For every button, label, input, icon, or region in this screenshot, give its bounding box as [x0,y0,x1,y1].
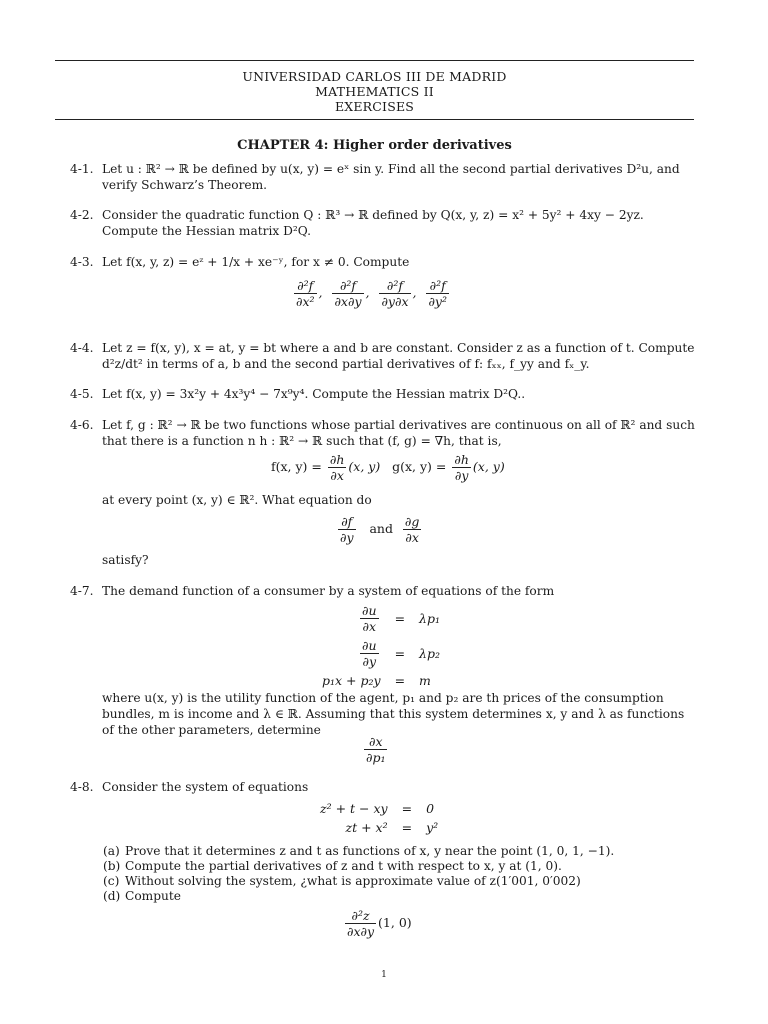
equation-row: z² + t − xy = 0 [320,801,435,816]
exercise-4-3 [70,254,695,270]
fraction: $\frac{\text{∂²f}}{\text{∂x²}}$ [296,278,315,309]
chapter-title: CHAPTER 4: Higher order derivatives [237,138,512,153]
fraction: $\frac{\partial g}{\partial x}$ [404,514,420,545]
fraction: $\frac{\partial f}{\partial y}$ [340,514,354,545]
exercise-4-7 [70,583,695,599]
equation-row: p₁x + p₂y = m [322,673,431,688]
ex7-target-derivative [362,734,389,765]
exercise-number: 4-2. [70,208,94,222]
equation-row: $\frac{\partial u}{\partial y}$ = λp₂ [362,638,440,669]
fraction: $\frac{\text{∂²f}}{\partial y\partial x}$ [381,278,409,309]
exercise-number: 4-6. [70,418,94,432]
equation-row: $\frac{\partial u}{\partial x}$ = λp₁ [362,603,440,634]
exercise-text: Let f(x, y) = 3x²y + 4x³y⁴ − 7x⁹y⁴. Compute the Hessian matrix D²Q.. [102,387,526,401]
subitem: (b) Compute the partial derivatives of z and t with respect to x, y at (1, 0). [103,859,562,873]
header-exercises: EXERCISES [334,99,415,114]
exercise-number: 4-4. [70,341,94,355]
exercise-4-8 [70,779,695,795]
ex6-gradient-equations: f(x, y) = $\frac{\partial h}{\partial x}$ (x, y) g(x, y) = $\frac{\partial h}{\partial y}$ (x, y) [271,452,505,483]
exercise-text: Let f(x, y, z) = eᶻ + 1/x + xe⁻ʸ, for x ≠ 0. Compute [102,255,410,269]
fraction: $\frac{\text{∂²z}}{\partial x\partial y}$ [347,908,375,939]
page-number: 1 [381,970,387,980]
fraction: $\frac{\partial h}{\partial y}$ [454,452,469,483]
fraction: $\frac{\partial h}{\partial x}$ [329,452,345,483]
exercise-4-1 [70,161,695,193]
subitem: (d) Compute [103,889,181,903]
ex8-equation-system [312,798,446,838]
exercise-text: Consider the quadratic function Q : ℝ³ → ℝ defined by Q(x, y, z) = x² + 5y² + 4xy − 2yz. Compute the Hessian matrix D²Q. [102,208,644,238]
header-university: UNIVERSIDAD CARLOS III DE MADRID [242,69,507,84]
header-course: MATHEMATICS II [315,84,434,99]
ex6-satisfy: satisfy? [102,553,149,567]
exercise-text: The demand function of a consumer by a system of equations of the form [102,584,555,598]
ex6-question: at every point (x, y) ∈ ℝ². What equation do [102,493,372,507]
exercise-4-4 [70,340,695,372]
fraction: $\frac{\text{∂²f}}{\partial x\partial y}$ [334,278,362,309]
exercise-number: 4-5. [70,387,94,401]
exercise-4-6 [70,417,695,449]
top-rule [55,60,694,61]
exercise-text: Let z = f(x, y), x = at, y = bt where a and b are constant. Consider z as a function of t. Compute d²z/dt² in terms of a, b and the second partial derivatives of f: fₓₓ, f_yy and fₓ_y. [102,341,695,371]
ex6-partials: $\frac{\partial f}{\partial y}$ and $\frac{\partial g}{\partial x}$ [340,514,420,545]
exercise-text: Let f, g : ℝ² → ℝ be two functions whose partial derivatives are continuous on all of ℝ² and such that there is a function n h : ℝ² → ℝ such that (f, g) = ∇h, that is, [102,418,695,448]
ex7-description: where u(x, y) is the utility function of the agent, p₁ and p₂ are th prices of the consumption bundles, m is income and λ ∈ ℝ. Assuming that this system determines x, y and λ as functions of the other parameters, determine [102,691,685,737]
ex3-derivatives: $\frac{\text{∂²f}}{\text{∂x²}}$ , $\frac{\text{∂²f}}{\partial x\partial y}$ , $\frac{\text{∂²f}}{\partial y\partial x}$ , $\frac{\text{∂²f}}{\text{∂y²}}$ [296,278,447,309]
exercise-4-5 [70,386,695,402]
exercise-number: 4-1. [70,162,94,176]
ex8-mixed-derivative: $\frac{\text{∂²z}}{\partial x\partial y}$ (1, 0) [347,908,412,939]
subitem: (a) Prove that it determines z and t as functions of x, y near the point (1, 0, 1, −1). [103,844,615,858]
exercise-number: 4-3. [70,255,94,269]
ex7-equation-system [314,600,448,691]
ex8-subitems [103,844,693,904]
header-rule [55,119,694,120]
exercise-number: 4-8. [70,780,94,794]
exercise-4-2 [70,207,695,239]
exercise-number: 4-7. [70,584,94,598]
fraction: $\frac{\partial x}{\text{∂p₁}}$ [366,734,386,765]
exercise-text: Consider the system of equations [102,780,309,794]
fraction: $\frac{\text{∂²f}}{\text{∂y²}}$ [428,278,447,309]
equation-row: zt + x² = y² [345,820,439,835]
exercise-text: Let u : ℝ² → ℝ be defined by u(x, y) = eˣ sin y. Find all the second partial derivatives D²u, and verify Schwarz’s Theorem. [102,162,680,192]
subitem: (c) Without solving the system, ¿what is approximate value of z(1′001, 0′002) [103,874,581,888]
